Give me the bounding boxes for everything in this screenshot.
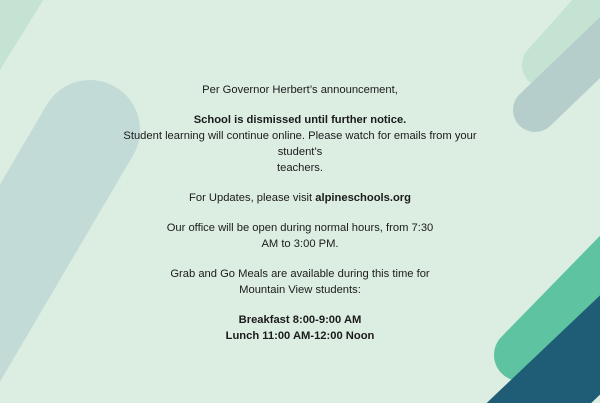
learning-line-2: student’s bbox=[277, 146, 323, 158]
intro-line: Per Governor Herbert’s announcement, bbox=[202, 84, 398, 96]
updates-line bbox=[60, 190, 540, 206]
learning-line-3: teachers. bbox=[276, 162, 324, 174]
lunch-time: Lunch 11:00 AM-12:00 Noon bbox=[225, 330, 375, 342]
breakfast-time: Breakfast 8:00-9:00 AM bbox=[238, 314, 362, 326]
office-line-1: Our office will be open during normal hours, from 7:30 bbox=[166, 222, 434, 234]
learning-line-1: Student learning will continue online. Please watch for emails from your bbox=[123, 130, 477, 142]
office-line-2: AM to 3:00 PM. bbox=[261, 238, 339, 250]
updates-prefix: For Updates, please visit bbox=[189, 192, 316, 204]
updates-site: alpineschools.org bbox=[315, 192, 411, 204]
meals-line-2: Mountain View students: bbox=[239, 284, 361, 296]
meals-line-1: Grab and Go Meals are available during this time for bbox=[170, 268, 430, 280]
headline: School is dismissed until further notice. bbox=[193, 114, 407, 126]
notice-text bbox=[60, 82, 540, 344]
